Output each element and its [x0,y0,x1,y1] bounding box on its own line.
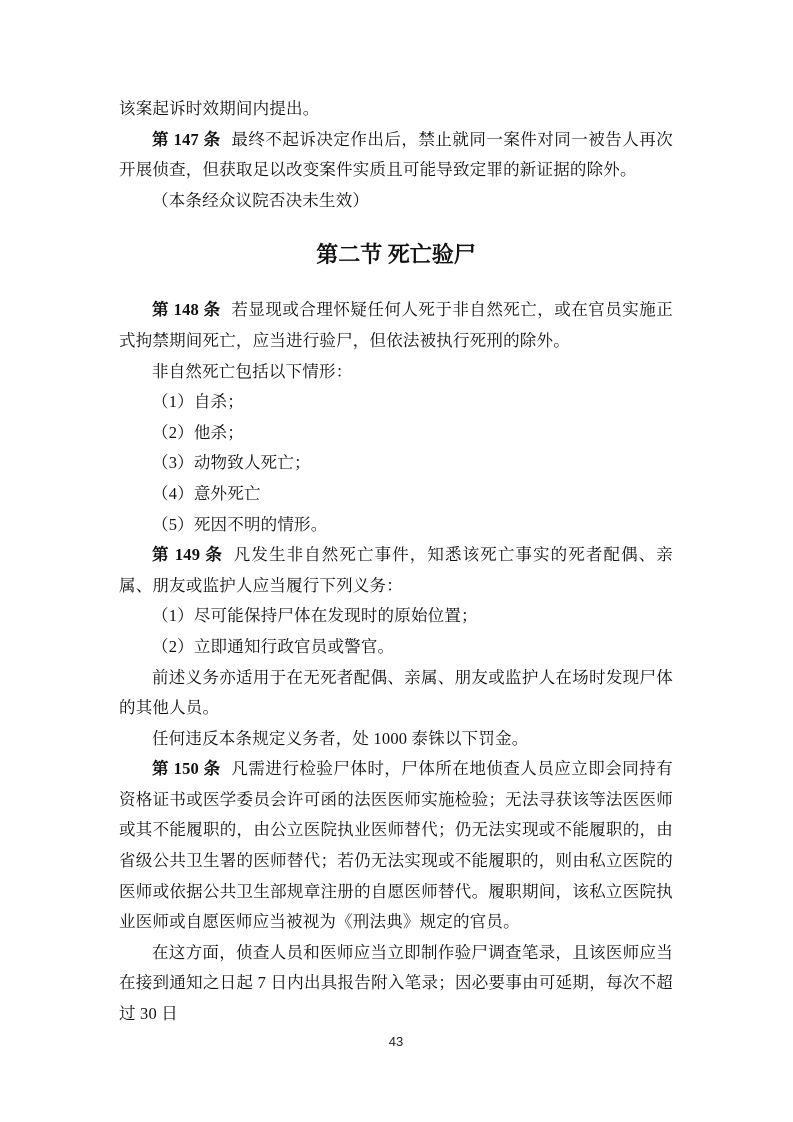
article-148-text: 若显现或合理怀疑任何人死于非自然死亡，或在官员实施正式拘禁期间死亡，应当进行验尸，但依法被执行死刑的除外。 [119,300,674,350]
list-item-accident: （4）意外死亡 [152,483,261,503]
duty-item-notify-official: （2）立即通知行政官员或警官。 [152,636,395,656]
page-content [119,94,673,1030]
article-148-paragraph [119,295,673,356]
article-150-paragraph [119,754,673,938]
paragraph-continuation: 该案起诉时效期间内提出。 [119,99,320,118]
article-148-number: 第 148 条 [152,300,221,320]
duty-item-preserve-body: （1）尽可能保持尸体在发现时的原始位置； [152,606,478,626]
article-147-paragraph [119,125,673,186]
article-147-text: 最终不起诉决定作出后，禁止就同一案件对同一被告人再次开展侦查，但获取足以改变案件实质且可能导致定罪的新证据的除外。 [119,129,674,180]
list-item-suicide: （1）自杀； [152,392,244,412]
article-150-number: 第 150 条 [152,759,221,779]
article-149-number: 第 149 条 [152,545,224,565]
duty-extension-paragraph: 前述义务亦适用于在无死者配偶、亲属、朋友或监护人在场时发现尸体的其他人员。 [119,667,673,718]
unnatural-death-intro: 非自然死亡包括以下情形： [152,361,353,381]
page-number: 43 [388,1034,404,1049]
autopsy-record-paragraph: 在这方面，侦查人员和医师应当立即制作验尸调查笔录，且该医师应当在接到通知之日起 7 日内出具报告附入笔录；因必要事由可延期，每次不超过 30 日 [119,942,673,1024]
penalty-paragraph: 任何违反本条规定义务者，处 1000 泰铢以下罚金。 [152,728,529,748]
list-item-animal: （3）动物致人死亡； [152,453,311,473]
article-149-paragraph [119,540,673,601]
article-147-number: 第 147 条 [152,129,221,149]
article-150-text: 凡需进行检验尸体时，尸体所在地侦查人员应立即会同持有资格证书或医学委员会许可函的法医医师实施检验；无法寻获该等法医医师或其不能履职的，由公立医院执业医师替代；仍无法实现或不能履职的，由省级公共卫生署的医师替代；若仍无法实现或不能履职的，则由私立医院的医师或依据公共卫生部规章注册的自愿医师替代。履职期间，该私立医院执业医师或自愿医师应当被视为《刑法典》规定的官员。 [119,759,674,932]
article-147-note: （本条经众议院否决未生效） [152,190,370,210]
section-heading: 第二节 死亡验尸 [316,242,476,268]
list-item-unknown-cause: （5）死因不明的情形。 [152,514,328,534]
article-149-text: 凡发生非自然死亡事件，知悉该死亡事实的死者配偶、亲属、朋友或监护人应当履行下列义务： [119,545,673,595]
list-item-homicide: （2）他杀； [152,422,244,442]
